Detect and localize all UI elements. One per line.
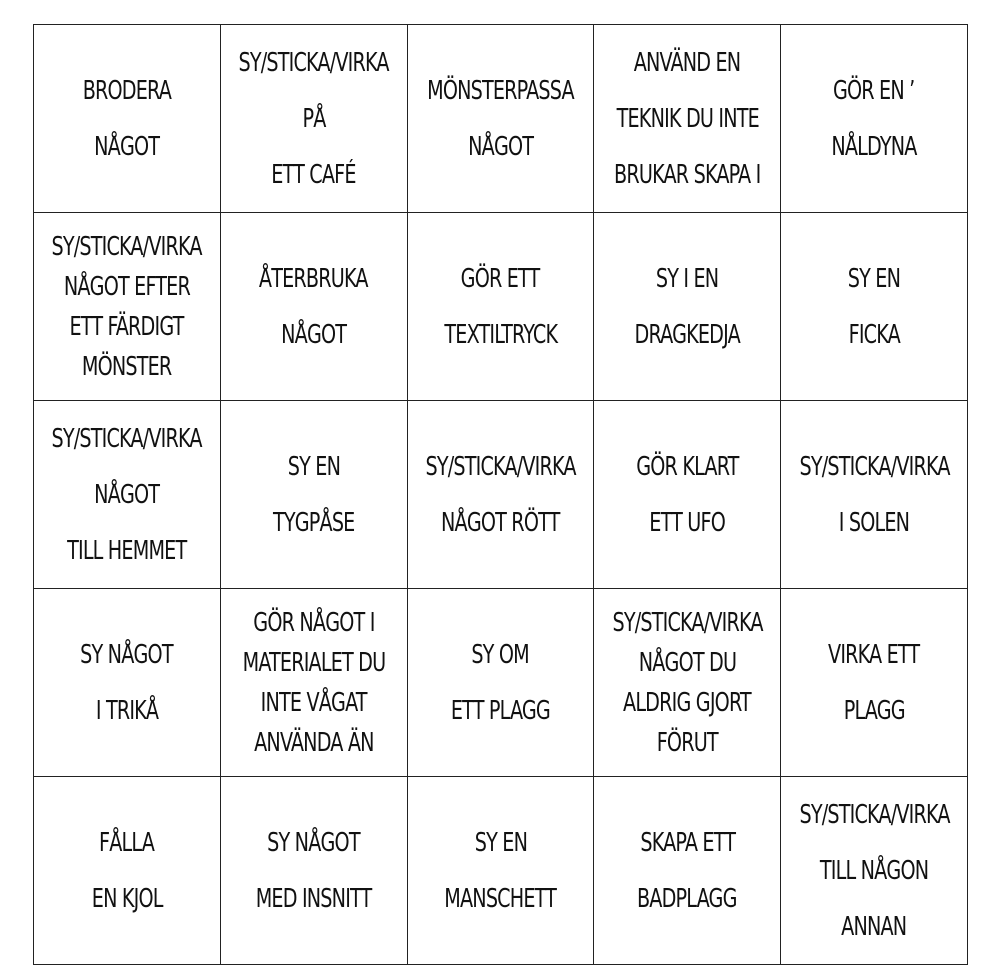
bingo-cell-text-line: FICKA — [848, 319, 900, 350]
bingo-cell-text-line: TILL HEMMET — [67, 535, 187, 566]
bingo-cell-text-line: FÅLLA — [99, 827, 155, 858]
bingo-cell-text-line: SY/STICKA/VIRKA — [425, 451, 576, 482]
bingo-cell-text-line: NÅGOT — [281, 319, 347, 350]
bingo-cell-text-line: SKAPA ETT — [639, 827, 735, 858]
bingo-cell-r3-c3 — [408, 401, 595, 589]
bingo-cell-r3-c5 — [781, 401, 968, 589]
bingo-cell-text-line: I TRIKÅ — [95, 695, 159, 726]
bingo-cell-r1-c3 — [408, 25, 595, 213]
bingo-cell-r4-c3 — [408, 589, 595, 777]
bingo-cell-text-line: SY OM — [471, 639, 530, 670]
bingo-cell-text-line: TEKNIK DU INTE — [616, 103, 759, 134]
bingo-cell-text-line: INTE VÅGAT — [260, 687, 367, 718]
bingo-cell-r5-c4 — [594, 777, 781, 965]
bingo-cell-r5-c3 — [408, 777, 595, 965]
bingo-cell-text-line: GÖR ETT — [461, 263, 540, 294]
bingo-cell-text-line: SY EN — [847, 263, 901, 294]
bingo-board — [33, 24, 968, 965]
bingo-cell-r1-c2 — [221, 25, 408, 213]
bingo-cell-text-line: MÖNSTERPASSA — [427, 75, 574, 106]
bingo-cell-r1-c4 — [594, 25, 781, 213]
bingo-cell-text-line: MANSCHETT — [444, 883, 557, 914]
bingo-cell-text-line: NÅGOT — [94, 131, 160, 162]
bingo-cell-r4-c5 — [781, 589, 968, 777]
bingo-cell-text-line: NÅGOT — [94, 479, 160, 510]
bingo-cell-text-line: MED INSNITT — [255, 883, 372, 914]
bingo-cell-text-line: BRUKAR SKAPA I — [614, 159, 761, 190]
bingo-cell-r2-c1 — [34, 213, 221, 401]
bingo-cell-text-line: VIRKA ETT — [828, 639, 920, 670]
bingo-cell-text-line: SY NÅGOT — [80, 639, 174, 670]
bingo-cell-text-line: NÅGOT — [467, 131, 534, 162]
bingo-cell-text-line: NÅLDYNA — [831, 131, 917, 162]
bingo-cell-r4-c2 — [221, 589, 408, 777]
bingo-cell-text-line: ALDRIG GJORT — [623, 687, 752, 718]
bingo-cell-text-line: ANNAN — [841, 911, 907, 942]
bingo-cell-text-line: ANVÄND EN — [633, 47, 741, 78]
bingo-cell-r3-c2 — [221, 401, 408, 589]
bingo-cell-text-line: BADPLAGG — [637, 883, 738, 914]
bingo-cell-text-line: NÅGOT RÖTT — [441, 507, 560, 538]
bingo-cell-text-line: SY NÅGOT — [267, 827, 360, 858]
bingo-cell-text-line: GÖR NÅGOT I — [253, 607, 375, 638]
bingo-cell-text-line: FÖRUT — [656, 727, 718, 758]
bingo-cell-text-line: TEXTILTRYCK — [444, 319, 557, 350]
bingo-cell-text-line: TILL NÅGON — [819, 855, 929, 886]
bingo-cell-text-line: SY/STICKA/VIRKA — [51, 231, 202, 262]
bingo-cell-text-line: EN KJOL — [91, 883, 163, 914]
bingo-cell-text-line: PLAGG — [843, 695, 905, 726]
bingo-cell-text-line: PÅ — [302, 103, 326, 134]
bingo-cell-r2-c4 — [594, 213, 781, 401]
bingo-cell-text-line: SY EN — [287, 451, 340, 482]
bingo-cell-text-line: NÅGOT DU — [638, 647, 737, 678]
bingo-cell-r2-c3 — [408, 213, 595, 401]
bingo-cell-text-line: SY/STICKA/VIRKA — [238, 47, 389, 78]
bingo-cell-text-line: GÖR KLART — [636, 451, 739, 482]
bingo-cell-r4-c1 — [34, 589, 221, 777]
bingo-cell-text-line: ANVÄNDA ÄN — [253, 727, 374, 758]
bingo-cell-text-line: ETT PLAGG — [450, 695, 551, 726]
bingo-cell-r3-c1 — [34, 401, 221, 589]
bingo-cell-text-line: ETT FÄRDIGT — [69, 311, 184, 342]
bingo-cell-text-line: GÖR EN ’ — [833, 75, 915, 106]
bingo-cell-text-line: ETT UFO — [649, 507, 726, 538]
bingo-cell-text-line: SY/STICKA/VIRKA — [612, 607, 763, 638]
bingo-cell-text-line: NÅGOT EFTER — [63, 271, 190, 302]
bingo-cell-text-line: MATERIALET DU — [242, 647, 386, 678]
bingo-cell-r5-c1 — [34, 777, 221, 965]
bingo-cell-text-line: SY I EN — [656, 263, 719, 294]
bingo-cell-text-line: BRODERA — [82, 75, 172, 106]
bingo-cell-r2-c5 — [781, 213, 968, 401]
bingo-cell-text-line: SY EN — [474, 827, 527, 858]
bingo-cell-r4-c4 — [594, 589, 781, 777]
bingo-cell-r5-c2 — [221, 777, 408, 965]
bingo-cell-text-line: SY/STICKA/VIRKA — [51, 423, 202, 454]
bingo-cell-text-line: ÅTERBRUKA — [259, 263, 369, 294]
bingo-cell-r2-c2 — [221, 213, 408, 401]
bingo-cell-text-line: SY/STICKA/VIRKA — [799, 799, 950, 830]
bingo-cell-r1-c1 — [34, 25, 221, 213]
bingo-cell-text-line: MÖNSTER — [82, 351, 172, 382]
bingo-cell-r5-c5 — [781, 777, 968, 965]
bingo-cell-text-line: I SOLEN — [838, 507, 910, 538]
bingo-cell-text-line: ETT CAFÉ — [271, 159, 356, 190]
bingo-cell-text-line: TYGPÅSE — [272, 507, 355, 538]
bingo-cell-r3-c4 — [594, 401, 781, 589]
bingo-cell-text-line: SY/STICKA/VIRKA — [799, 451, 950, 482]
bingo-cell-r1-c5 — [781, 25, 968, 213]
bingo-cell-text-line: DRAGKEDJA — [634, 319, 740, 350]
